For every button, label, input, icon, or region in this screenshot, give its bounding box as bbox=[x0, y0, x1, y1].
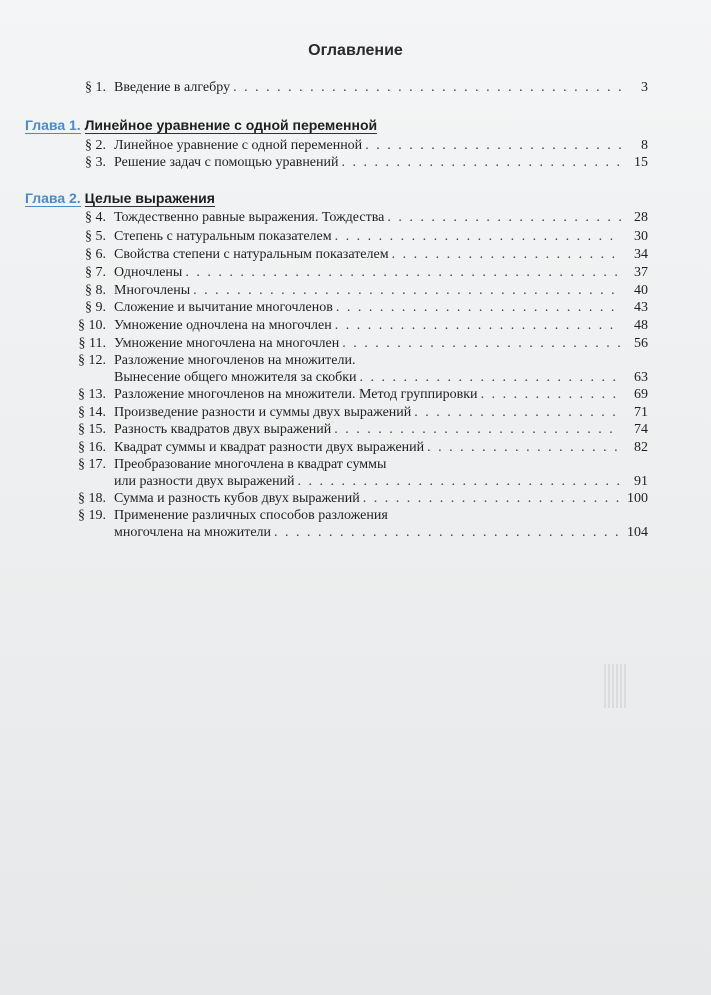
toc-entry[interactable] bbox=[0, 137, 711, 154]
page-number: 15 bbox=[634, 155, 648, 170]
page-number: 37 bbox=[634, 265, 648, 280]
page-number: 34 bbox=[634, 247, 648, 262]
toc-entry[interactable] bbox=[0, 209, 711, 226]
toc-entry[interactable] bbox=[0, 282, 711, 299]
dot-leader bbox=[298, 473, 621, 490]
dot-leader bbox=[387, 209, 621, 226]
section-title: Введение в алгебру bbox=[114, 80, 231, 95]
chapter-heading[interactable] bbox=[25, 190, 215, 207]
toc-entry[interactable] bbox=[0, 404, 711, 421]
toc-entry[interactable] bbox=[0, 507, 711, 524]
toc-entry[interactable] bbox=[0, 490, 711, 507]
dot-leader bbox=[185, 264, 621, 281]
page-number: 28 bbox=[634, 210, 648, 225]
dot-leader bbox=[360, 369, 622, 386]
section-number: § 16. bbox=[78, 440, 106, 455]
page-number: 74 bbox=[634, 422, 648, 437]
section-title: Разность квадратов двух выражений bbox=[114, 422, 332, 437]
dot-leader bbox=[342, 335, 621, 352]
section-number: § 9. bbox=[85, 300, 106, 315]
dot-leader bbox=[274, 524, 621, 541]
toc-entry[interactable] bbox=[0, 386, 711, 403]
dot-leader bbox=[336, 299, 621, 316]
section-title: Сложение и вычитание многочленов bbox=[114, 300, 333, 315]
dot-leader bbox=[342, 154, 622, 171]
dot-leader bbox=[335, 317, 621, 334]
page-number: 48 bbox=[634, 318, 648, 333]
section-title: Разложение многочленов на множители. Метод группировки bbox=[114, 387, 478, 402]
section-number: § 3. bbox=[85, 155, 106, 170]
section-title: Решение задач с помощью уравнений bbox=[114, 155, 339, 170]
show-through-text bbox=[455, 196, 458, 208]
page-number: 8 bbox=[641, 138, 648, 153]
section-title: Свойства степени с натуральным показателем bbox=[114, 247, 389, 262]
section-number: § 19. bbox=[78, 508, 106, 523]
section-number: § 5. bbox=[85, 229, 106, 244]
dot-leader bbox=[365, 137, 621, 154]
section-number: § 4. bbox=[85, 210, 106, 225]
toc-entry[interactable] bbox=[0, 335, 711, 352]
section-title: Линейное уравнение с одной переменной bbox=[114, 138, 363, 153]
section-title: Тождественно равные выражения. Тождества bbox=[114, 210, 385, 225]
dot-leader bbox=[481, 386, 621, 403]
toc-entry[interactable] bbox=[0, 524, 711, 541]
section-number: § 1. bbox=[85, 80, 106, 95]
section-number: § 6. bbox=[85, 247, 106, 262]
section-number: § 2. bbox=[85, 138, 106, 153]
chapter-label: Глава 2. bbox=[25, 190, 81, 206]
section-number: § 14. bbox=[78, 405, 106, 420]
page-number: 104 bbox=[627, 525, 648, 540]
dot-leader bbox=[193, 282, 621, 299]
page-number: 56 bbox=[634, 336, 648, 351]
dot-leader bbox=[233, 79, 621, 96]
section-number: § 13. bbox=[78, 387, 106, 402]
toc-entry[interactable] bbox=[0, 369, 711, 386]
section-title: Применение различных способов разложения bbox=[114, 508, 388, 523]
section-number: § 11. bbox=[78, 336, 106, 351]
page-number: 63 bbox=[634, 370, 648, 385]
page-number: 40 bbox=[634, 283, 648, 298]
section-title: или разности двух выражений bbox=[114, 474, 295, 489]
show-through-qr bbox=[604, 664, 626, 708]
section-number: § 18. bbox=[78, 491, 106, 506]
section-title: Сумма и разность кубов двух выражений bbox=[114, 491, 360, 506]
dot-leader bbox=[335, 228, 621, 245]
page-number: 3 bbox=[641, 80, 648, 95]
section-number: § 12. bbox=[78, 353, 106, 368]
toc-entry[interactable] bbox=[0, 79, 711, 96]
section-title: Разложение многочленов на множители. bbox=[114, 353, 356, 368]
page-number: 30 bbox=[634, 229, 648, 244]
section-number: § 10. bbox=[78, 318, 106, 333]
chapter-name: Целые выражения bbox=[84, 190, 215, 206]
section-number: § 15. bbox=[78, 422, 106, 437]
toc-entry[interactable] bbox=[0, 154, 711, 171]
page-title: Оглавление bbox=[308, 42, 403, 59]
section-title: Произведение разности и суммы двух выражений bbox=[114, 405, 412, 420]
dot-leader bbox=[334, 421, 621, 438]
section-number: § 17. bbox=[78, 457, 106, 472]
toc-entry[interactable] bbox=[0, 456, 711, 473]
toc-entry[interactable] bbox=[0, 473, 711, 490]
section-title: Квадрат суммы и квадрат разности двух выражений bbox=[114, 440, 425, 455]
section-title: многочлена на множители bbox=[114, 525, 272, 540]
chapter-heading[interactable] bbox=[25, 117, 377, 134]
section-number: § 8. bbox=[85, 283, 106, 298]
dot-leader bbox=[414, 404, 621, 421]
section-title: Умножение многочлена на многочлен bbox=[114, 336, 340, 351]
section-title: Степень с натуральным показателем bbox=[114, 229, 332, 244]
page-number: 82 bbox=[634, 440, 648, 455]
toc-entry[interactable] bbox=[0, 317, 711, 334]
dot-leader bbox=[427, 439, 621, 456]
toc-entry[interactable] bbox=[0, 264, 711, 281]
toc-entry[interactable] bbox=[0, 246, 711, 263]
section-number: § 7. bbox=[85, 265, 106, 280]
dot-leader bbox=[392, 246, 621, 263]
section-title: Многочлены bbox=[114, 283, 191, 298]
toc-entry[interactable] bbox=[0, 299, 711, 316]
section-title: Одночлены bbox=[114, 265, 183, 280]
page-number: 43 bbox=[634, 300, 648, 315]
toc-entry[interactable] bbox=[0, 228, 711, 245]
chapter-name: Линейное уравнение с одной переменной bbox=[84, 117, 378, 133]
toc-entry[interactable] bbox=[0, 421, 711, 438]
section-title: Умножение одночлена на многочлен bbox=[114, 318, 332, 333]
section-title: Преобразование многочлена в квадрат суммы bbox=[114, 457, 387, 472]
dot-leader bbox=[363, 490, 621, 507]
page-number: 91 bbox=[634, 474, 648, 489]
toc-entry[interactable] bbox=[0, 439, 711, 456]
section-title: Вынесение общего множителя за скобки bbox=[114, 370, 357, 385]
toc-entry[interactable] bbox=[0, 352, 711, 369]
page-number: 69 bbox=[634, 387, 648, 402]
page-number: 100 bbox=[627, 491, 648, 506]
chapter-label: Глава 1. bbox=[25, 117, 81, 133]
page-number: 71 bbox=[634, 405, 648, 420]
